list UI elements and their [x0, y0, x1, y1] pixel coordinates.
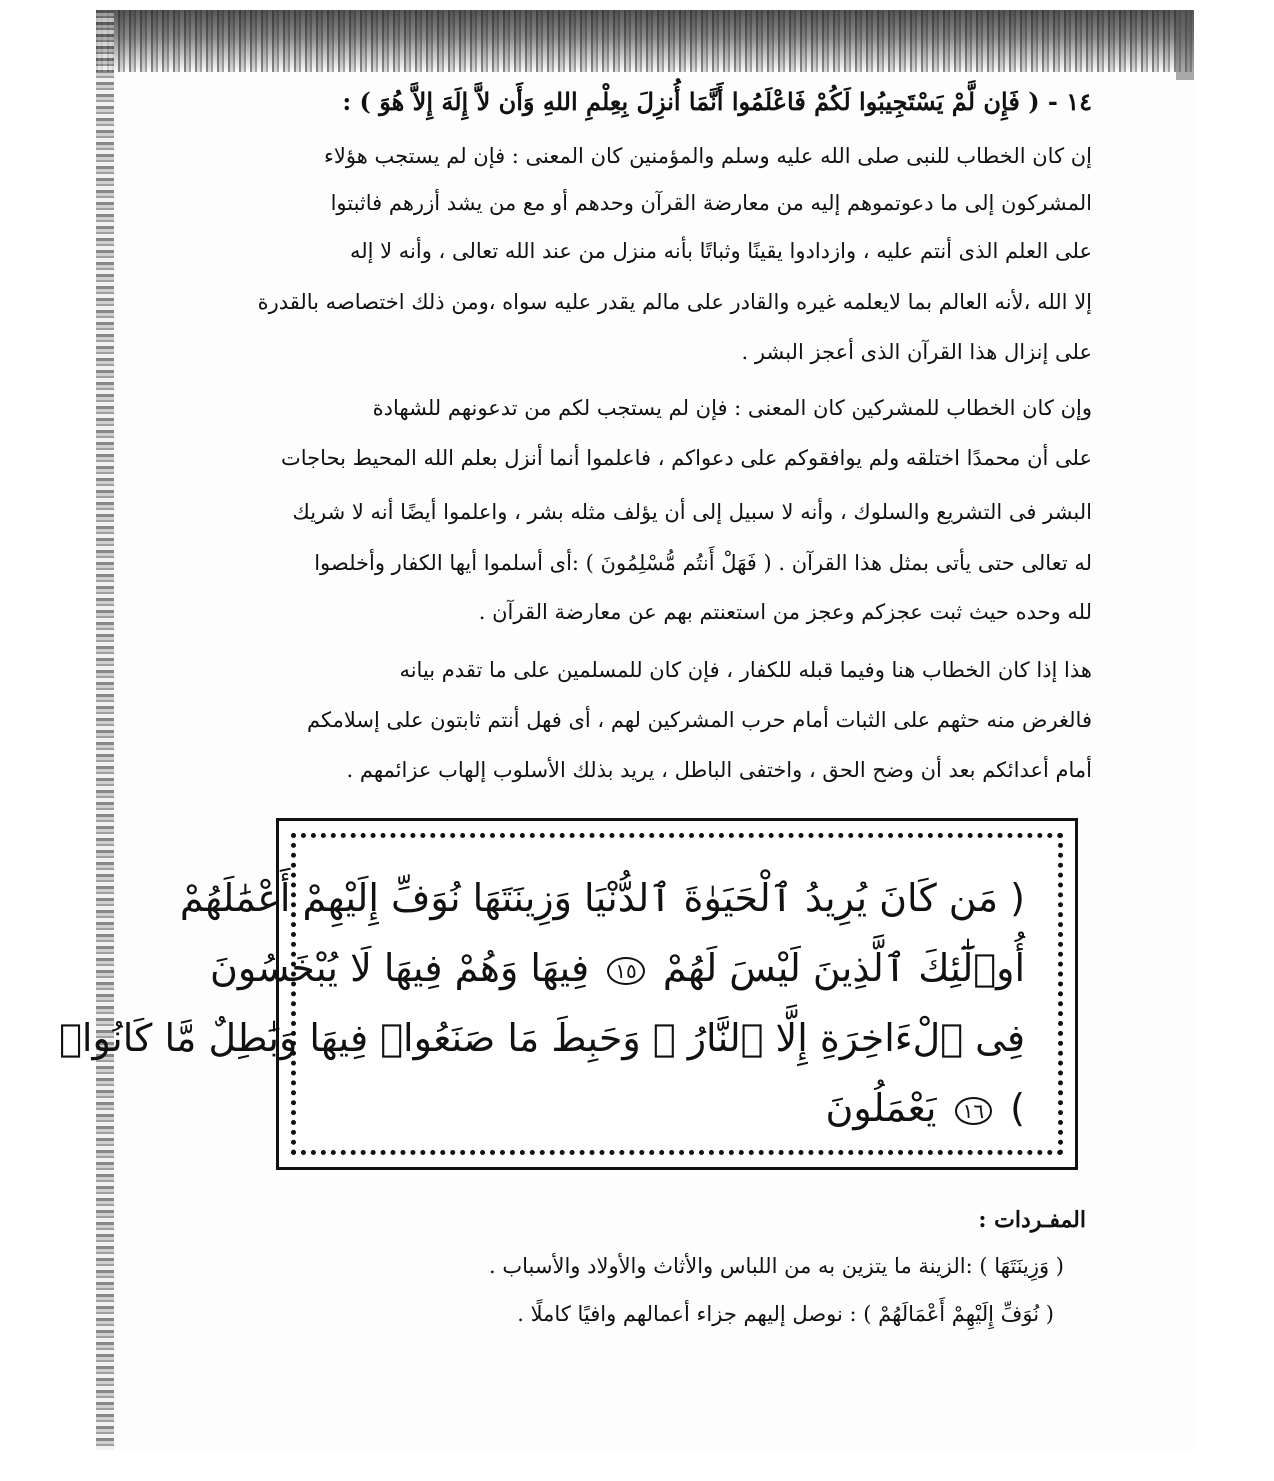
para1-line-2: المشركون إلى ما دعوتموهم إليه من معارضة القرآن وحدهم أو مع من يشد أزرهم فاثبتوا	[330, 191, 1092, 215]
quran-line-4-closing: )	[1010, 1086, 1025, 1130]
scan-edge-right	[1176, 10, 1194, 80]
para1-line-5: على إنزال هذا القرآن الذى أعجز البشر .	[741, 340, 1092, 364]
para3-line-3: أمام أعدائكم بعد أن وضح الحق ، واختفى الباطل ، يريد بذلك الأسلوب إلهاب عزائمهم .	[346, 758, 1092, 782]
para2-line-2: على أن محمدًا اختلقه ولم يوافقوكم على دعواكم ، فاعلموا أنما أنزل بعلم الله المحيط بحاجات	[281, 446, 1092, 470]
quran-line-2	[210, 946, 1025, 990]
quran-verse-box	[59, 818, 1078, 1170]
ayah-number-16: ١٦	[955, 1097, 992, 1125]
quran-line-4-text: يَعْمَلُونَ	[825, 1086, 937, 1130]
ayah-number-15: ١٥	[607, 957, 644, 985]
para2-line-5: لله وحده حيث ثبت عجزكم وعجز من استعنتم بهم عن معارضة القرآن .	[478, 600, 1092, 624]
vocabulary-item: ( نُوَفِّ إِلَيْهِمْ أَعْمَالَهُمْ ) : نوصل إليهم جزاء أعمالهم وافيًا كاملًا .	[517, 1302, 1054, 1326]
quran-line-3: فِى ٱلْءَاخِرَةِ إِلَّا ٱلنَّارُ ۖ وَحَبِطَ مَا صَنَعُوا۟ فِيهَا وَبَٰطِلٌ مَّا كَانُوا۟	[59, 1016, 1025, 1060]
para1-line-4: إلا الله ،لأنه العالم بما لايعلمه غيره والقادر على مالم يقدر عليه سواه ،ومن ذلك اختصاصه بالقدرة	[257, 290, 1092, 314]
para2-line-4: له تعالى حتى يأتى بمثل هذا القرآن . ( فَهَلْ أَنتُم مُّسْلِمُونَ ) :أى أسلموا أيها الكفار وأخلصوا	[314, 551, 1092, 575]
para3-line-2: فالغرض منه حثهم على الثبات أمام حرب المشركين لهم ، أى فهل أنتم ثابتون على إسلامكم	[307, 708, 1092, 732]
verse-14-heading: ١٤ - ( فَإِن لَّمْ يَسْتَجِيبُوا لَكُمْ فَاعْلَمُوا أَنَّمَا أُنزِلَ بِعِلْمِ اللهِ وَأَن لاَّ إِلَهَ إِلاَّ هُوَ ) :	[342, 87, 1092, 116]
quran-line-2-part-b: أُو۟لَٰٓئِكَ ٱلَّذِينَ لَيْسَ لَهُمْ	[662, 946, 1025, 990]
quran-line-2-part-a: فِيهَا وَهُمْ فِيهَا لَا يُبْخَسُونَ	[210, 946, 590, 990]
para1-line-1: إن كان الخطاب للنبى صلى الله عليه وسلم والمؤمنين كان المعنى : فإن لم يستجب هؤلاء	[324, 144, 1092, 168]
scan-edge-left	[96, 10, 114, 1450]
para1-line-3: على العلم الذى أنتم عليه ، وازدادوا يقينًا وثباتًا بأنه منزل من عند الله تعالى ، وأنه لا إله	[349, 239, 1092, 263]
scan-edge-top	[96, 10, 1194, 72]
quran-line-4	[825, 1086, 1026, 1130]
para3-line-1: هذا إذا كان الخطاب هنا وفيما قبله للكفار ، فإن كان للمسلمين على ما تقدم بيانه	[399, 658, 1092, 682]
para2-line-3: البشر فى التشريع والسلوك ، وأنه لا سبيل إلى أن يؤلف مثله بشر ، واعلموا أيضًا أنه لا شريك	[292, 500, 1092, 524]
vocabulary-item: ( وَزِينَتَهَا ) :الزينة ما يتزين به من اللباس والأثاث والأولاد والأسباب .	[489, 1254, 1064, 1278]
vocabulary-heading: المفـردات :	[978, 1207, 1086, 1233]
quran-line-1: ( مَن كَانَ يُرِيدُ ٱلْحَيَوٰةَ ٱلدُّنْيَا وَزِينَتَهَا نُوَفِّ إِلَيْهِمْ أَعْمَٰلَهُمْ	[179, 876, 1025, 920]
para2-line-1: وإن كان الخطاب للمشركين كان المعنى : فإن لم يستجب لكم من تدعونهم للشهادة	[372, 396, 1092, 420]
